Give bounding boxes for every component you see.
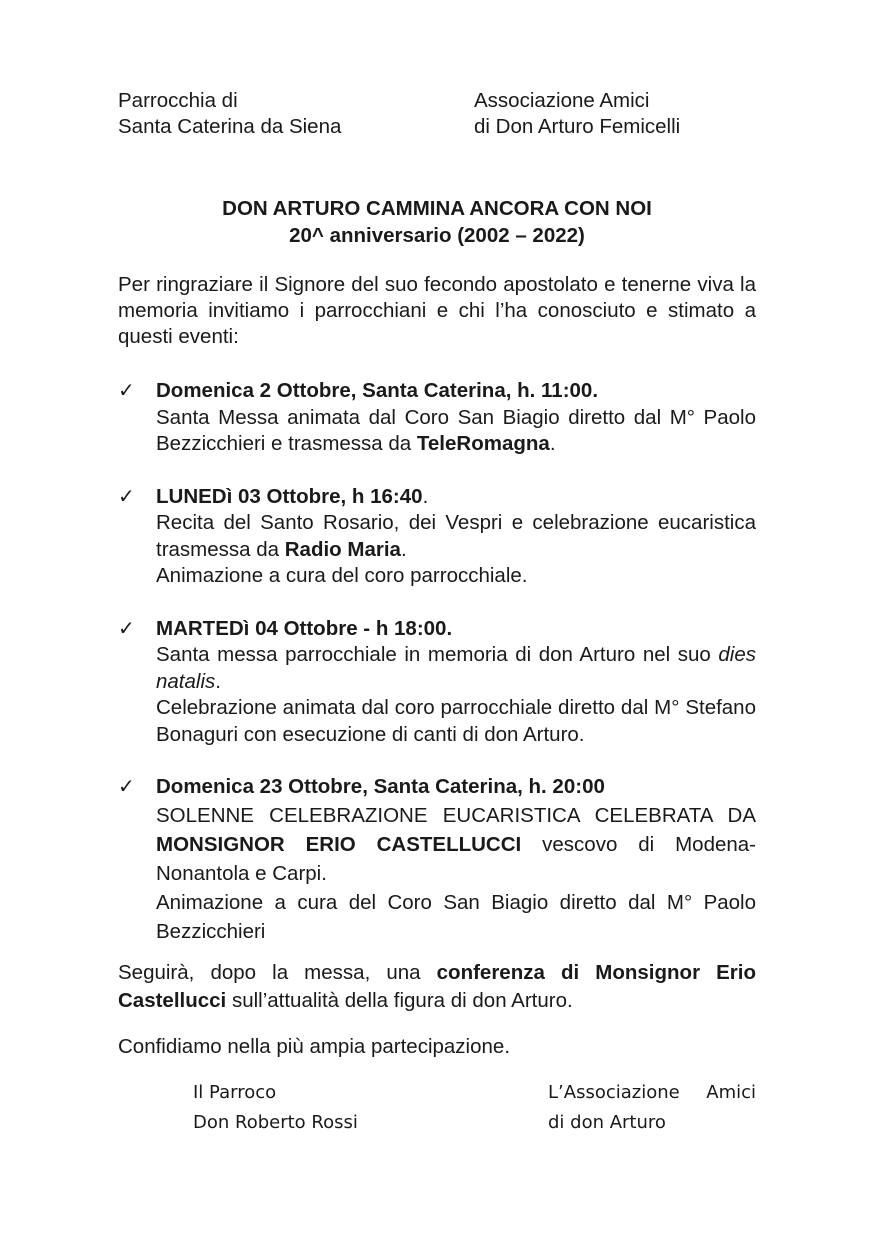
event-heading: Domenica 2 Ottobre, Santa Caterina, h. 11:00. bbox=[156, 379, 599, 402]
event-text-bold: TeleRomagna bbox=[416, 432, 550, 455]
closing-line: Confidiamo nella più ampia partecipazione. bbox=[118, 1035, 511, 1058]
event-heading: Domenica 23 Ottobre, Santa Caterina, h. 20:00 bbox=[156, 775, 605, 798]
parish-priest-signature bbox=[193, 1078, 358, 1138]
event-note: Animazione a cura del Coro San Biagio diretto dal M° Paolo Bezzicchieri bbox=[156, 890, 756, 943]
event-item bbox=[118, 484, 756, 590]
check-icon: ✓ bbox=[118, 380, 135, 402]
association-line-1: Associazione Amici bbox=[474, 89, 650, 112]
event-text: . bbox=[400, 537, 407, 561]
outro-text-bold: conferenza di Monsignor Erio Castellucci bbox=[118, 961, 757, 1012]
outro-text: Seguirà, dopo la messa, una bbox=[118, 961, 437, 984]
event-heading: LUNEDì 03 Ottobre, h 16:40 bbox=[156, 484, 423, 508]
event-item bbox=[118, 774, 756, 946]
event-note: Celebrazione animata dal coro parrocchiale diretto dal M° Stefano Bonaguri con esecuzione di canti di don Arturo. bbox=[156, 696, 756, 746]
event-text: Santa Messa animata dal Coro San Biagio diretto dal M° Paolo Bezzicchieri e trasmessa da bbox=[156, 405, 756, 455]
event-description bbox=[156, 642, 756, 695]
title-line-1: DON ARTURO CAMMINA ANCORA CON NOI bbox=[222, 197, 652, 220]
event-description bbox=[156, 801, 756, 888]
event-text: Recita del Santo Rosario, dei Vespri e celebrazione eucaristica trasmessa da bbox=[156, 511, 756, 561]
event-text: vescovo di Modena-Nonantola e Carpi. bbox=[156, 832, 757, 885]
event-text-italic: dies natalis bbox=[156, 643, 756, 693]
event-text-bold: Radio Maria bbox=[284, 537, 401, 561]
signature-role bbox=[548, 1078, 756, 1108]
check-icon: ✓ bbox=[118, 617, 135, 640]
check-icon: ✓ bbox=[118, 776, 135, 798]
event-heading: MARTEDì 04 Ottobre - h 18:00. bbox=[156, 616, 453, 640]
event-heading-row bbox=[156, 484, 756, 511]
event-item bbox=[118, 616, 756, 749]
event-description bbox=[156, 405, 756, 458]
parish-line-2: Santa Caterina da Siena bbox=[118, 115, 342, 138]
association-line-2: di Don Arturo Femicelli bbox=[474, 115, 681, 138]
event-text-bold: MONSIGNOR ERIO CASTELLUCCI bbox=[156, 832, 522, 856]
intro-paragraph: Per ringraziare il Signore del suo fecondo apostolato e tenerne viva la memoria invitiamo i parrocchiani e chi l’ha conosciuto e stimato a questi eventi: bbox=[118, 273, 756, 348]
event-text: . bbox=[215, 669, 221, 693]
association-signature bbox=[548, 1078, 756, 1138]
parish-heading bbox=[118, 88, 341, 140]
association-heading bbox=[474, 88, 680, 140]
event-list bbox=[118, 378, 756, 946]
signature-role: Il Parroco bbox=[193, 1082, 277, 1103]
event-text: . bbox=[549, 432, 556, 455]
event-description bbox=[156, 510, 756, 563]
outro-text: sull’attualità della figura di don Arturo. bbox=[226, 989, 573, 1012]
event-text: Santa messa parrocchiale in memoria di don Arturo nel suo bbox=[156, 643, 719, 666]
event-item bbox=[118, 378, 756, 458]
signature-name: di don Arturo bbox=[548, 1112, 666, 1133]
parish-line-1: Parrocchia di bbox=[118, 89, 238, 112]
conference-paragraph bbox=[118, 959, 756, 1015]
event-note: Animazione a cura del coro parrocchiale. bbox=[156, 564, 528, 587]
check-icon: ✓ bbox=[118, 485, 135, 508]
signature-name: Don Roberto Rossi bbox=[193, 1112, 358, 1133]
event-text: SOLENNE CELEBRAZIONE EUCARISTICA CELEBRATA DA bbox=[156, 803, 756, 827]
signature-role-part: L’Associazione bbox=[548, 1082, 680, 1103]
signature-role-part: Amici bbox=[706, 1082, 756, 1103]
document-title bbox=[118, 195, 756, 249]
event-heading-suffix: . bbox=[422, 484, 429, 508]
title-line-2: 20^ anniversario (2002 – 2022) bbox=[289, 224, 585, 247]
